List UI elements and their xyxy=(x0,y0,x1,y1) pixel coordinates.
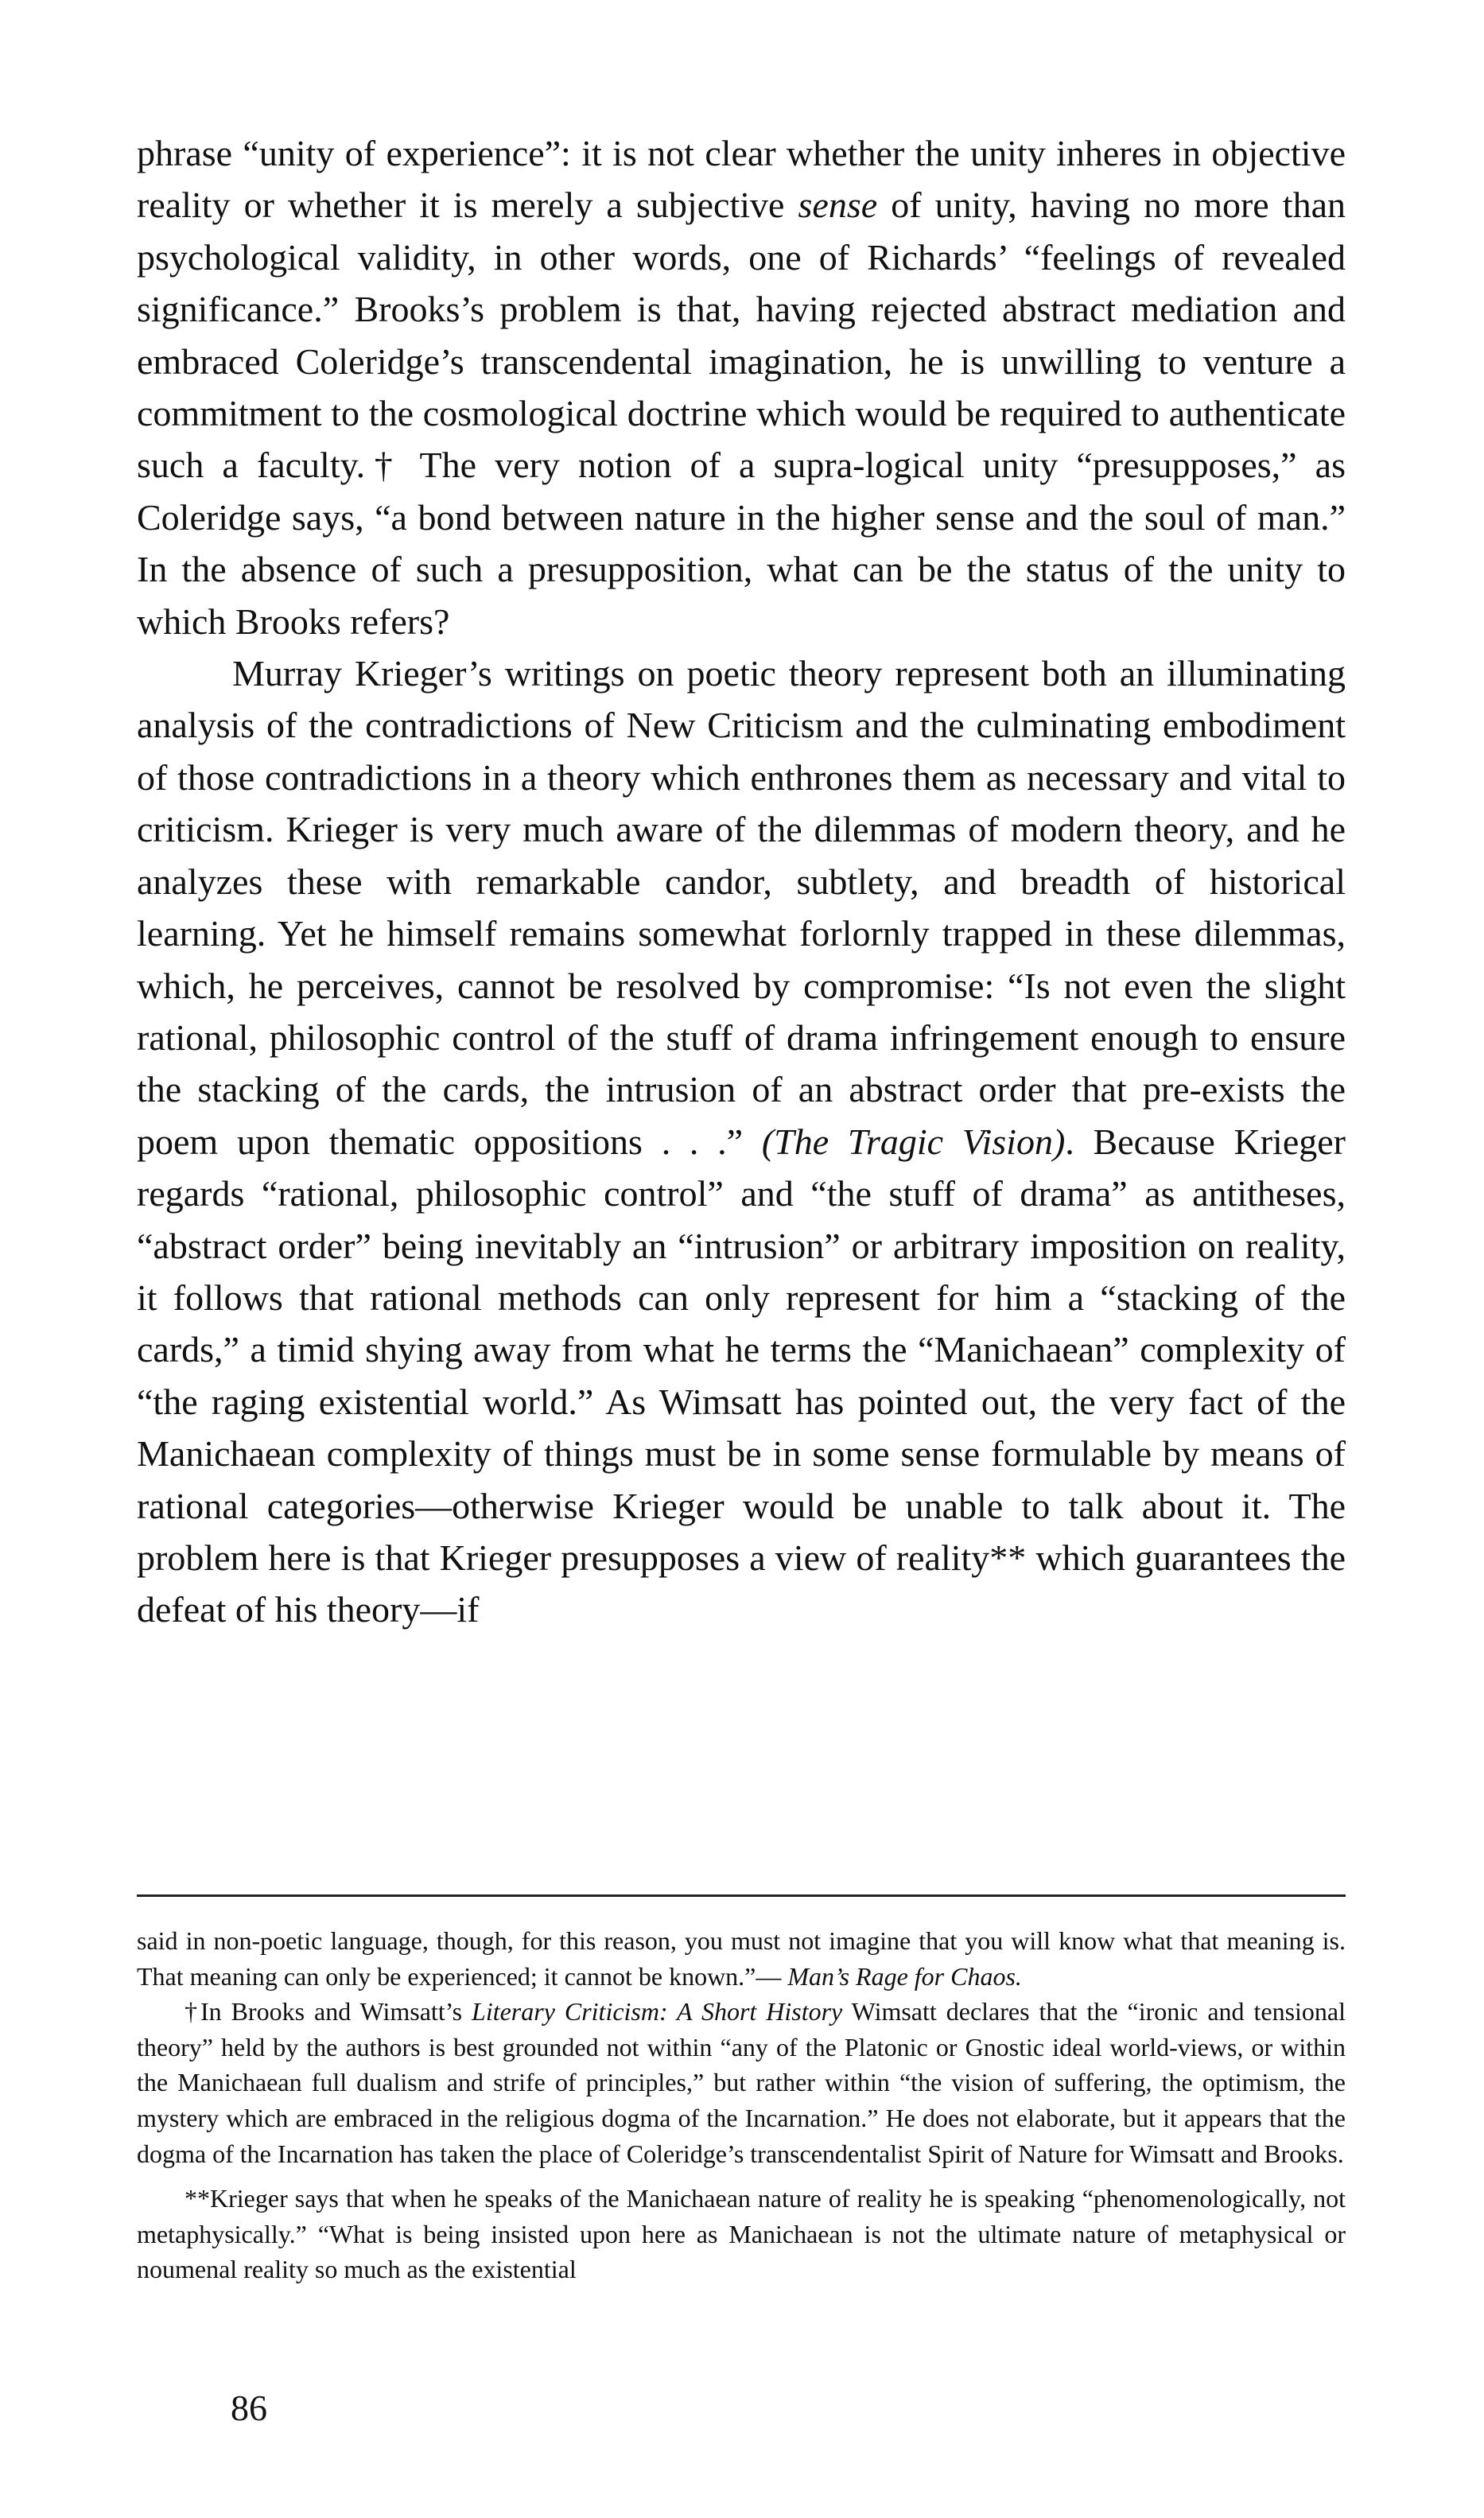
paragraph-2 xyxy=(137,647,1346,1636)
text-run: **Krieger says that when he speaks of the Manichaean nature of reality he is speaking “phenomenologically, not metaphysically.” “What is being insisted upon here as Manichaean is not the ultimate nature of metaphysical or noumenal reality so much as the existential xyxy=(137,2184,1346,2284)
text-run: †In Brooks and Wimsatt’s xyxy=(185,1997,472,2026)
body-text xyxy=(137,127,1346,1636)
page-number: 86 xyxy=(231,2388,267,2428)
text-run: . Because Krieger regards “rational, philosophic control” and “the stuff of drama” as antitheses, “abstract order” being inevitably an “intrusion” or arbitrary imposition on reality, it follows that rational methods can only represent for him a “stacking of the cards,” a timid shying away from what he terms the “Manichaean” complexity of “the raging existential world.” As Wimsatt has pointed out, the very fact of the Manichaean complexity of things must be in some sense formulable by means of rational categories—otherwise Krieger would be unable to talk about it. The problem here is that Krieger presupposes a view of reality** which guarantees the defeat of his theory—if xyxy=(137,1121,1346,1630)
text-run: Wimsatt declares that the “ironic and tensional theory” held by the authors is best grounded not within “any of the Platonic or Gnostic ideal world-views, or within the Manichaean full dualism and strife of principles,” but rather within “the vision of suffering, the optimism, the mystery which are embraced in the religious dogma of the Incarnation.” He does not elaborate, but it appears that the dogma of the Incarnation has taken the place of Coleridge’s transcendentalist Spirit of Nature for Wimsatt and Brooks. xyxy=(137,1997,1346,2168)
italic-text-run: sense xyxy=(798,185,878,226)
text-run: Murray Krieger’s writings on poetic theory represent both an illuminating analysis of the contradictions of New Criticism and the culminating embodiment of those contradictions in a theory which enthrones them as necessary and vital to criticism. Krieger is very much aware of the dilemmas of modern theory, and he analyzes these with remarkable candor, subtlety, and breadth of historical learning. Yet he himself remains somewhat forlornly trapped in these dilemmas, which, he perceives, cannot be resolved by compromise: “Is not even the slight rational, philosophic control of the stuff of drama infringement enough to ensure the stacking of the cards, the intrusion of an abstract order that pre-exists the poem upon thematic oppositions . . .” xyxy=(137,653,1346,1162)
paragraph-1 xyxy=(137,127,1346,647)
footnote-dagger xyxy=(137,1994,1346,2171)
text-run: phrase “unity of experience”: it is not clear whether the unity inheres in objective reality or whether it is merely a subjective xyxy=(137,133,1346,226)
footnote-double-asterisk xyxy=(137,2181,1346,2287)
text-run: of unity, having no more than psychological validity, in other words, one of Richards’ “feelings of revealed significance.” Brooks’s problem is that, having rejected abstract mediation and embraced Coleridge’s transcendental imagination, he is unwilling to venture a commitment to the cosmological doctrine which would be required to authenticate such a faculty.† The very notion of a supra-logical unity “presupposes,” as Coleridge says, “a bond between nature in the higher sense and the soul of man.” In the absence of such a presupposition, what can be the status of the unity to which Brooks refers? xyxy=(137,185,1346,642)
italic-text-run: Literary Criticism: A Short History xyxy=(472,1997,843,2026)
footnote-continuation xyxy=(137,1923,1346,1994)
main-text-column xyxy=(137,127,1346,1636)
text-run: said in non-poetic language, though, for this reason, you must not imagine that you will know what that meaning is. That meaning can only be experienced; it cannot be known.”— xyxy=(137,1926,1346,1991)
footnote-divider xyxy=(137,1894,1346,1897)
italic-text-run: (The Tragic Vision) xyxy=(761,1121,1066,1162)
footnotes xyxy=(137,1923,1346,2287)
italic-text-run: Man’s Rage for Chaos. xyxy=(787,1961,1022,1991)
